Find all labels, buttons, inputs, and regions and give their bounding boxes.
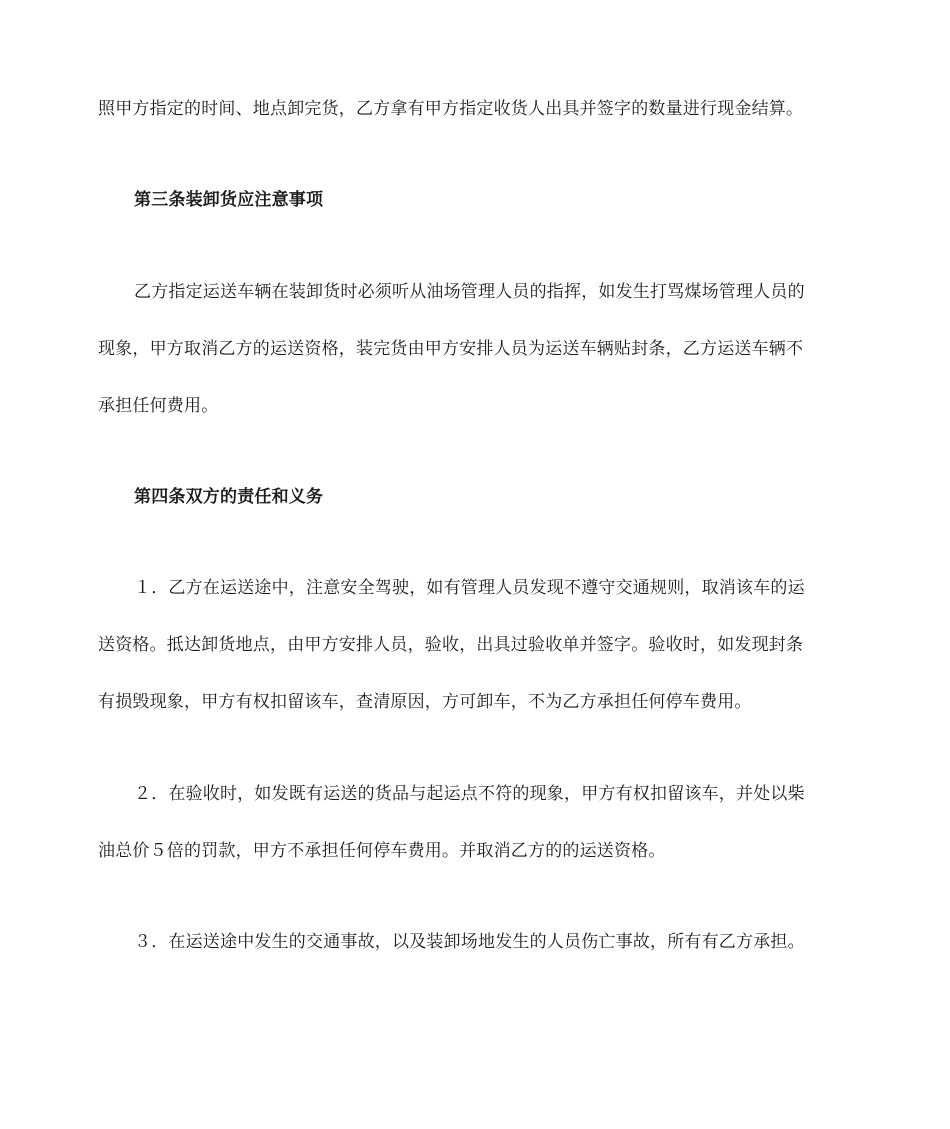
section-heading-4: 第四条双方的责任和义务 bbox=[134, 487, 324, 507]
list-item-line: 送资格。抵达卸货地点，由甲方安排人员，验收，出具过验收单并签字。验收时，如发现封条 bbox=[98, 635, 804, 655]
paragraph-line: 照甲方指定的时间、地点卸完货，乙方拿有甲方指定收货人出具并签字的数量进行现金结算。 bbox=[98, 99, 804, 119]
paragraph-line: 乙方指定运送车辆在装卸货时必须听从油场管理人员的指挥，如发生打骂煤场管理人员的 bbox=[134, 282, 805, 302]
section-heading-3: 第三条装卸货应注意事项 bbox=[134, 190, 324, 210]
list-item-line: １．乙方在运送途中，注意安全驾驶，如有管理人员发现不遵守交通规则，取消该车的运 bbox=[134, 578, 805, 598]
list-item-line: ２．在验收时，如发既有运送的货品与起运点不符的现象，甲方有权扣留该车，并处以柴 bbox=[134, 784, 805, 804]
list-item-line: 有损毁现象，甲方有权扣留该车，查清原因，方可卸车，不为乙方承担任何停车费用。 bbox=[98, 692, 752, 712]
paragraph-line: 现象，甲方取消乙方的运送资格，装完货由甲方安排人员为运送车辆贴封条，乙方运送车辆不 bbox=[98, 339, 804, 359]
list-item-line: ３．在运送途中发生的交通事故，以及装卸场地发生的人员伤亡事故，所有有乙方承担。 bbox=[134, 932, 805, 952]
paragraph-line: 承担任何费用。 bbox=[98, 396, 219, 416]
list-item-line: 油总价５倍的罚款，甲方不承担任何停车费用。并取消乙方的的运送资格。 bbox=[98, 841, 666, 861]
